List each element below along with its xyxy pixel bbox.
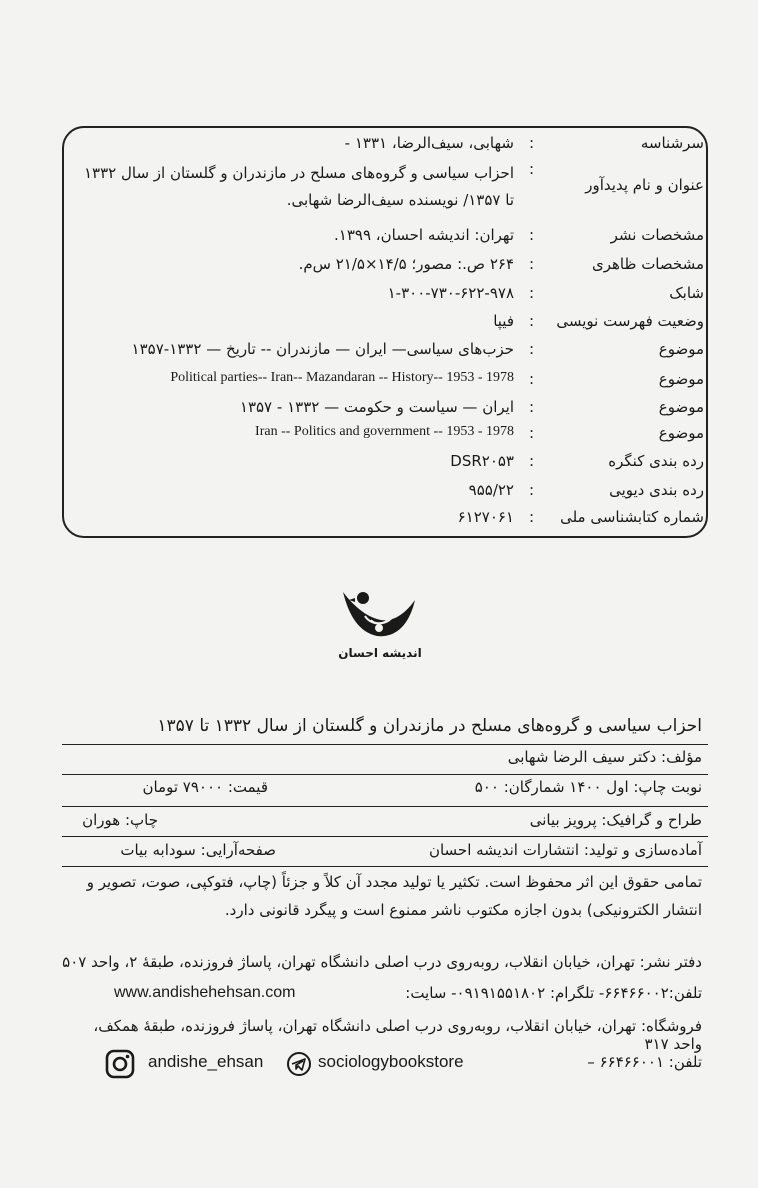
catalog-row-publication (66, 226, 704, 252)
catalog-colon: : (528, 340, 534, 358)
catalog-label: موضوع (658, 370, 704, 388)
catalog-value: ۹۵۵/۲۲ (468, 481, 514, 499)
footer-office-address: دفتر نشر: تهران، خیابان انقلاب، روبه‌روی درب اصلی دانشگاه تهران، پاساژ فروزنده، طبقهٔ ۲، واحد ۵۰۷ (62, 953, 702, 971)
catalog-value: تهران: اندیشه احسان، ۱۳۹۹. (334, 226, 514, 244)
catalog-label: موضوع (658, 424, 704, 442)
catalog-value: احزاب سیاسی و گروه‌های مسلح در مازندران و گلستان از سال ۱۳۳۲ تا ۱۳۵۷/ نویسنده سیف‌الرضا شهابی. (83, 164, 514, 209)
telegram-handle[interactable]: sociologybookstore (318, 1052, 464, 1071)
catalog-label: موضوع (658, 340, 704, 358)
catalog-colon: : (528, 226, 534, 244)
catalog-colon: : (528, 398, 534, 416)
catalog-row-subject (66, 370, 704, 396)
divider (62, 744, 708, 745)
catalog-label: شابک (669, 284, 704, 302)
catalog-row-national-number (66, 508, 704, 534)
telegram-icon (286, 1051, 312, 1081)
catalog-row-main-entry (66, 134, 704, 160)
catalog-row-dewey (66, 481, 704, 507)
footer-website-link[interactable]: www.andishehehsan.com (114, 984, 296, 1001)
catalog-colon: : (528, 424, 534, 442)
catalog-label: موضوع (658, 398, 704, 416)
catalog-colon: : (528, 481, 534, 499)
footer-office-phone: تلفن:۶۶۴۶۶۰۰۲- تلگرام: ۰۹۱۹۱۵۵۱۸۰۲- سایت: (405, 984, 702, 1002)
catalog-colon: : (528, 508, 534, 526)
catalog-label: رده بندی کنگره (608, 452, 704, 470)
divider (62, 836, 708, 837)
instagram-handle[interactable]: andishe_ehsan (148, 1052, 264, 1071)
footer-store-phone: تلفن: ۶۶۴۶۶۰۰۱ – (587, 1053, 702, 1071)
catalog-row-subject (66, 398, 704, 424)
catalog-value: DSR۲۰۵۳ (450, 452, 514, 470)
catalog-value: Iran -- Politics and government -- 1953 - 1978 (255, 424, 514, 439)
logo-text: اندیشه احسان (338, 646, 422, 660)
catalog-row-subject (66, 340, 704, 366)
credits-printing: چاپ: هوران (82, 811, 158, 829)
catalog-row-status (66, 312, 704, 338)
credits-edition: نوبت چاپ: اول ۱۴۰۰ شمارگان: ۵۰۰ (474, 778, 702, 796)
credits-title: احزاب سیاسی و گروه‌های مسلح در مازندران و گلستان از سال ۱۳۳۲ تا ۱۳۵۷ (157, 716, 702, 736)
divider (62, 806, 708, 807)
divider (62, 866, 708, 867)
catalog-label: مشخصات ظاهری (591, 255, 704, 273)
catalog-colon: : (528, 452, 534, 470)
catalog-label: شماره کتابشناسی ملی (560, 508, 704, 526)
catalog-colon: : (528, 370, 534, 388)
credits-price: قیمت: ۷۹۰۰۰ تومان (142, 778, 268, 796)
catalog-value: ایران — سیاست و حکومت — ۱۳۳۲ - ۱۳۵۷ (239, 398, 514, 416)
catalog-colon: : (528, 284, 534, 302)
credits-layout: صفحه‌آرایی: سودابه بیات (120, 841, 276, 859)
catalog-value: فیپا (493, 312, 514, 330)
catalog-row-isbn (66, 284, 704, 310)
catalog-label: مشخصات نشر (610, 226, 704, 244)
catalog-colon: : (528, 312, 534, 330)
catalog-value: ۱-۳۰۰-۷۳۰-۶۲۲-۹۷۸ (387, 284, 514, 302)
footer-store-address: فروشگاه: تهران، خیابان انقلاب، روبه‌روی درب اصلی دانشگاه تهران، پاساژ فروزنده، طبقهٔ همکف، واحد ۳۱۷ (93, 1017, 702, 1053)
catalog-label: سرشناسه (640, 134, 704, 152)
catalog-colon: : (528, 255, 534, 273)
catalog-row-congress (66, 452, 704, 478)
catalog-value: ۲۶۴ ص.: مصور؛ ۱۴/۵×۲۱/۵ س‌م. (298, 255, 514, 273)
catalog-colon: : (528, 160, 534, 178)
credits-rights: تمامی حقوق این اثر محفوظ است. تکثیر یا تولید مجدد آن کلاً و جزئاً (چاپ، فتوکپی، صوت، تصویر و انتشار الکترونیکی) بدون اجازه مکتوب ناشر ممنوع است و پیگرد قانونی دارد. (86, 873, 702, 919)
divider (62, 774, 708, 775)
catalog-label: عنوان و نام پدیدآور (585, 176, 704, 194)
credits-author: مؤلف: دکتر سیف الرضا شهابی (507, 748, 702, 766)
credits-production: آماده‌سازی و تولید: انتشارات اندیشه احسان (428, 841, 702, 859)
catalog-colon: : (528, 134, 534, 152)
catalog-value: حزب‌های سیاسی— ایران — مازندران -- تاریخ — ۱۳۳۲-۱۳۵۷ (131, 340, 514, 358)
catalog-value: Political parties-- Iran-- Mazandaran -- History-- 1953 - 1978 (170, 370, 514, 385)
catalog-label: وضعیت فهرست نویسی (556, 312, 704, 330)
catalog-row-physical (66, 255, 704, 281)
catalog-label: رده بندی دیویی (609, 481, 704, 499)
catalog-value: شهابی، سیف‌الرضا، ۱۳۳۱ - (344, 134, 514, 152)
catalog-value: ۶۱۲۷۰۶۱ (457, 508, 514, 526)
instagram-icon (104, 1048, 136, 1084)
credits-design: طراح و گرافیک: پرویز بیانی (529, 811, 702, 829)
catalog-row-subject (66, 424, 704, 450)
catalog-row-title (66, 160, 704, 218)
publisher-logo (335, 586, 425, 672)
